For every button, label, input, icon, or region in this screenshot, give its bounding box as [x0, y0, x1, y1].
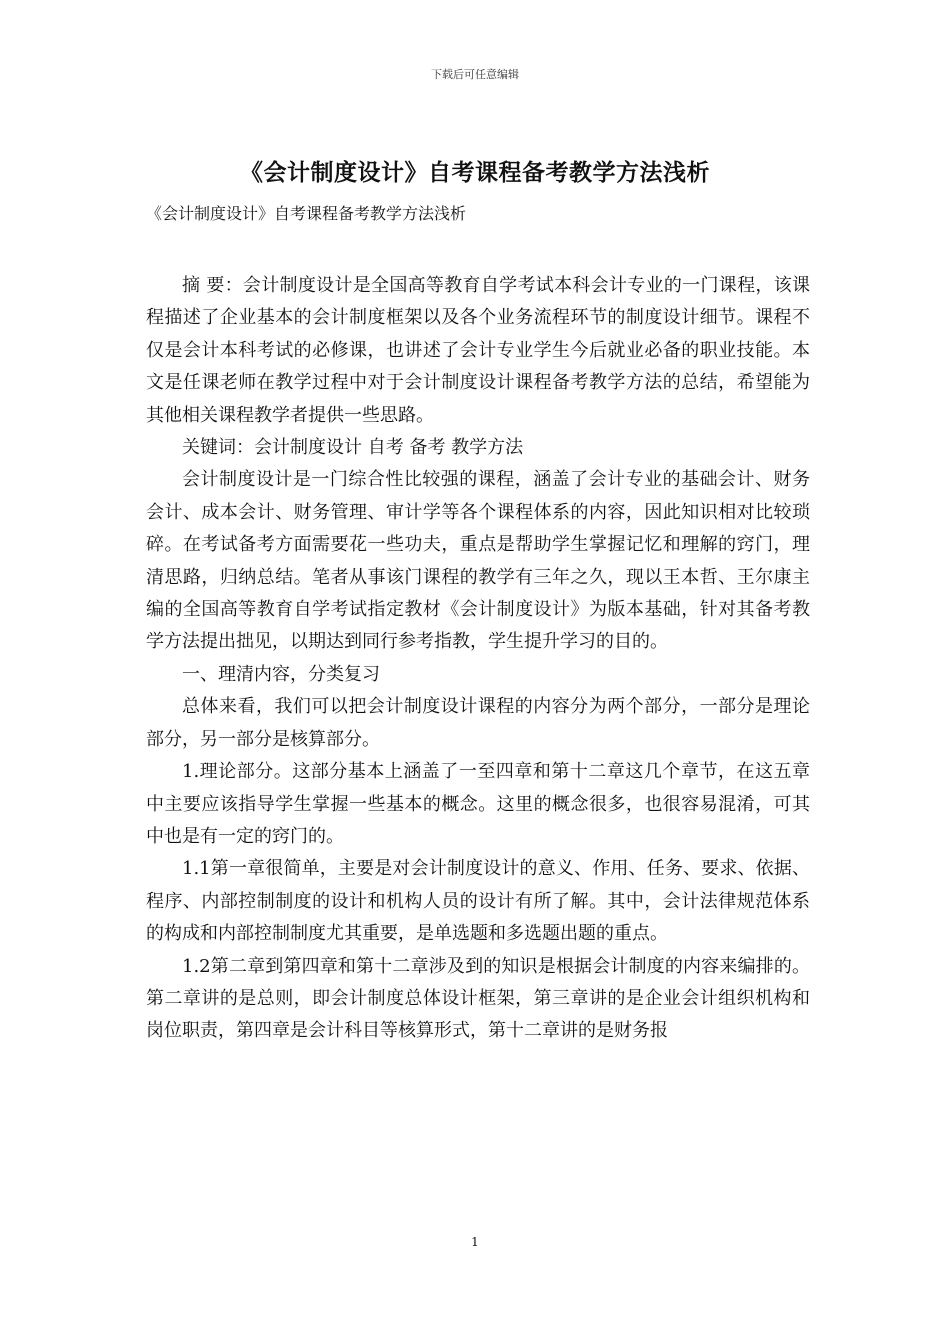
page-number: 1 [471, 1235, 479, 1249]
document-subtitle: 《会计制度设计》自考课程备考教学方法浅析 [146, 204, 467, 223]
body-paragraph: 总体来看，我们可以把会计制度设计课程的内容分为两个部分，一部分是理论部分，另一部分是核算部分。 [146, 696, 810, 750]
header-note: 下载后可任意编辑 [431, 68, 519, 81]
body-paragraph: 1.1第一章很简单，主要是对会计制度设计的意义、作用、任务、要求、依据、程序、内部控制制度的设计和机构人员的设计有所了解。其中，会计法律规范体系的构成和内部控制制度尤其重要，是单选题和多选题出题的重点。 [146, 858, 810, 945]
keywords-paragraph: 关键词：会计制度设计 自考 备考 教学方法 [182, 437, 524, 459]
document-body [146, 270, 810, 1048]
document-title: 《会计制度设计》自考课程备考教学方法浅析 [240, 159, 710, 186]
abstract-paragraph: 摘 要：会计制度设计是全国高等教育自学考试本科会计专业的一门课程，该课程描述了企业基本的会计制度框架以及各个业务流程环节的制度设计细节。课程不仅是会计本科考试的必修课，也讲述了会计专业学生今后就业必备的职业技能。本文是任课老师在教学过程中对于会计制度设计课程备考教学方法的总结，希望能为其他相关课程教学者提供一些思路。 [146, 275, 810, 426]
section-heading: 一、理清内容，分类复习 [182, 663, 380, 685]
body-paragraph: 会计制度设计是一门综合性比较强的课程，涵盖了会计专业的基础会计、财务会计、成本会计、财务管理、审计学等各个课程体系的内容，因此知识相对比较琐碎。在考试备考方面需要花一些功夫，重点是帮助学生掌握记忆和理解的窍门，理清思路，归纳总结。笔者从事该门课程的教学有三年之久，现以王本哲、王尔康主编的全国高等教育自学考试指定教材《会计制度设计》为版本基础，针对其备考教学方法提出拙见，以期达到同行参考指教，学生提升学习的目的。 [146, 469, 810, 653]
body-paragraph: 1.2第二章到第四章和第十二章涉及到的知识是根据会计制度的内容来编排的。第二章讲的是总则，即会计制度总体设计框架，第三章讲的是企业会计组织机构和岗位职责，第四章是会计科目等核算形式，第十二章讲的是财务报 [146, 955, 810, 1042]
body-paragraph: 1.理论部分。这部分基本上涵盖了一至四章和第十二章这几个章节，在这五章中主要应该指导学生掌握一些基本的概念。这里的概念很多，也很容易混淆，可其中也是有一定的窍门的。 [146, 761, 810, 847]
